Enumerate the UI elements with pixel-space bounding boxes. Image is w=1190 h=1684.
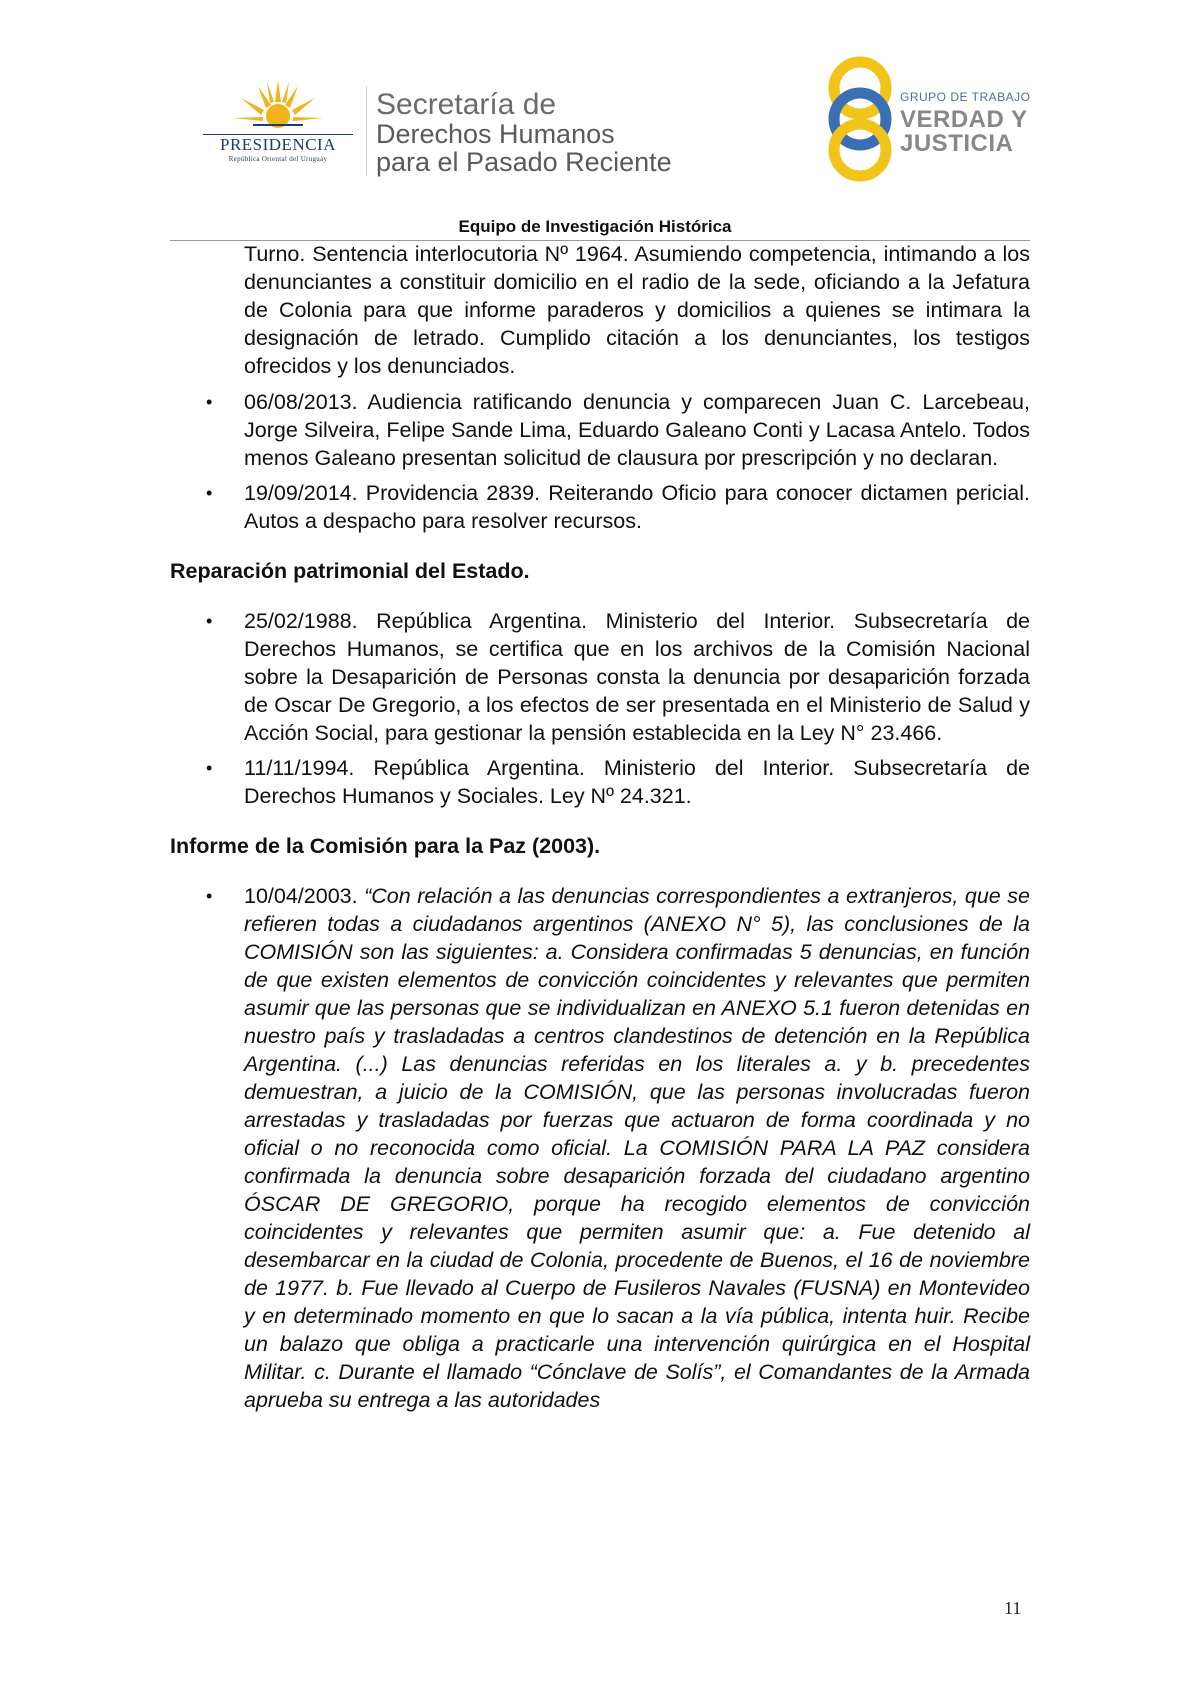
header-divider — [366, 86, 367, 176]
continuation-paragraph: Turno. Sentencia interlocutoria Nº 1964. Asumiendo competencia, intimando a los denunciantes a constituir domicilio en el radio de la sede, oficiando a la Jefatura de Colonia para que informe paraderos y domicilios a quienes se intimara la designación de letrado. Cumplido citación a los denunciantes, los testigos ofrecidos y los denunciados. — [244, 242, 1030, 378]
rings-icon — [822, 56, 898, 182]
team-title: Equipo de Investigación Histórica — [458, 217, 732, 236]
gtvj-small-text: GRUPO DE TRABAJO — [900, 90, 1031, 104]
list-item: • 06/08/2013. Audiencia ratificando denuncia y comparecen Juan C. Larcebeau, Jorge Silveira, Felipe Sande Lima, Eduardo Galeano Conti y Lacasa Antelo. Todos menos Galeano presentan solicitud de clausura por prescripción y no declaran. — [206, 390, 1030, 470]
section-heading: Reparación patrimonial del Estado. — [170, 559, 530, 583]
list-item: • 11/11/1994. República Argentina. Ministerio del Interior. Subsecretaría de Derechos Humanos y Sociales. Ley Nº 24.321. — [206, 756, 1030, 808]
gtvj-line-1: VERDAD Y — [900, 106, 1028, 133]
section-heading: Informe de la Comisión para la Paz (2003). — [170, 834, 601, 858]
presidencia-subtitle: República Oriental del Uruguay — [228, 155, 328, 163]
list-3 — [170, 882, 1030, 1414]
list-item: • 25/02/1988. República Argentina. Ministerio del Interior. Subsecretaría de Derechos Humanos, se certifica que en los archivos de la Comisión Nacional sobre la Desaparición de Personas consta la denuncia por desaparición forzada de Oscar De Gregorio, a los efectos de ser presentada en el Ministerio de Salud y Acción Social, para gestionar la pensión establecida en la Ley N° 23.466. — [206, 609, 1030, 745]
list-item: • 19/09/2014. Providencia 2839. Reiterando Oficio para conocer dictamen pericial. Autos a despacho para resolver recursos. — [206, 481, 1030, 533]
document-body — [170, 240, 1030, 1421]
gtvj-line-2: JUSTICIA — [900, 130, 1014, 157]
presidencia-logo — [198, 80, 358, 180]
list-2 — [170, 607, 1030, 810]
list-1 — [170, 388, 1030, 535]
secretaria-line-1: Secretaría de — [376, 88, 557, 121]
secretaria-logo-text — [376, 90, 672, 176]
item-date: 10/04/2003. — [244, 884, 365, 908]
page-header — [0, 0, 1190, 240]
secretaria-line-2: Derechos Humanos — [376, 119, 615, 149]
item-quote: “Con relación a las denuncias correspondientes a extranjeros, que se refieren todas a ciudadanos argentinos (ANEXO N° 5), las conclusiones de la COMISIÓN son las siguientes: a. Considera confirmadas 5 denuncias, en función de que existen elementos de convicción coincidentes y relevantes que permiten asumir que las personas que se individualizan en ANEXO 5.1 fueron detenidas en nuestro país y trasladadas a centros clandestinos de detención en la República Argentina. (...) Las denuncias referidas en los literales a. y b. precedentes demuestran, a juicio de la COMISIÓN, que las personas involucradas fueron arrestadas y trasladadas por fuerzas que actuaron de forma coordinada y no oficial o no reconocida como oficial. La COMISIÓN PARA LA PAZ considera confirmada la denuncia sobre desaparición forzada del ciudadano argentino ÓSCAR DE GREGORIO, porque ha recogido elementos de convicción coincidentes y relevantes que permiten asumir que: a. Fue detenido al desembarcar en la ciudad de Colonia, procedente de Buenos, el 16 de noviembre de 1977. b. Fue llevado al Cuerpo de Fusileros Navales (FUSNA) en Montevideo y en determinado momento en que lo sacan a la vía pública, intenta huir. Recibe un balazo que obliga a practicarle una intervención quirúrgica en el Hospital Militar. c. Durante el llamado “Cónclave de Solís”, el Comandantes de la Armada aprueba su entrega a las autoridades — [244, 884, 1030, 1412]
secretaria-line-3: para el Pasado Reciente — [376, 147, 672, 177]
presidencia-name: PRESIDENCIA — [219, 135, 336, 154]
page-number: 11 — [1004, 1598, 1022, 1618]
verdad-justicia-logo — [822, 56, 1042, 186]
list-item: • 10/04/2003. “Con relación a las denuncias correspondientes a extranjeros, que se refieren todas a ciudadanos argentinos (ANEXO N° 5), las conclusiones de la COMISIÓN son las siguientes: a. Considera confirmadas 5 denuncias, en función de que existen elementos de convicción coincidentes y relevantes que permiten asumir que las personas que se individualizan en ANEXO 5.1 fueron detenidas en nuestro país y trasladadas a centros clandestinos de detención en la República Argentina. (...) Las denuncias referidas en los literales a. y b. precedentes demuestran, a juicio de la COMISIÓN, que las personas involucradas fueron arrestadas y trasladadas por fuerzas que actuaron de forma coordinada y no oficial o no reconocida como oficial. La COMISIÓN PARA LA PAZ considera confirmada la denuncia sobre desaparición forzada del ciudadano argentino ÓSCAR DE GREGORIO, porque ha recogido elementos de convicción coincidentes y relevantes que permiten asumir que: a. Fue detenido al desembarcar en la ciudad de Colonia, procedente de Buenos, el 16 de noviembre de 1977. b. Fue llevado al Cuerpo de Fusileros Navales (FUSNA) en Montevideo y en determinado momento en que lo sacan a la vía pública, intenta huir. Recibe un balazo que obliga a practicarle una intervención quirúrgica en el Hospital Militar. c. Durante el llamado “Cónclave de Solís”, el Comandantes de la Armada aprueba su entrega a las autoridades — [206, 884, 1030, 1412]
sun-icon — [233, 80, 323, 132]
